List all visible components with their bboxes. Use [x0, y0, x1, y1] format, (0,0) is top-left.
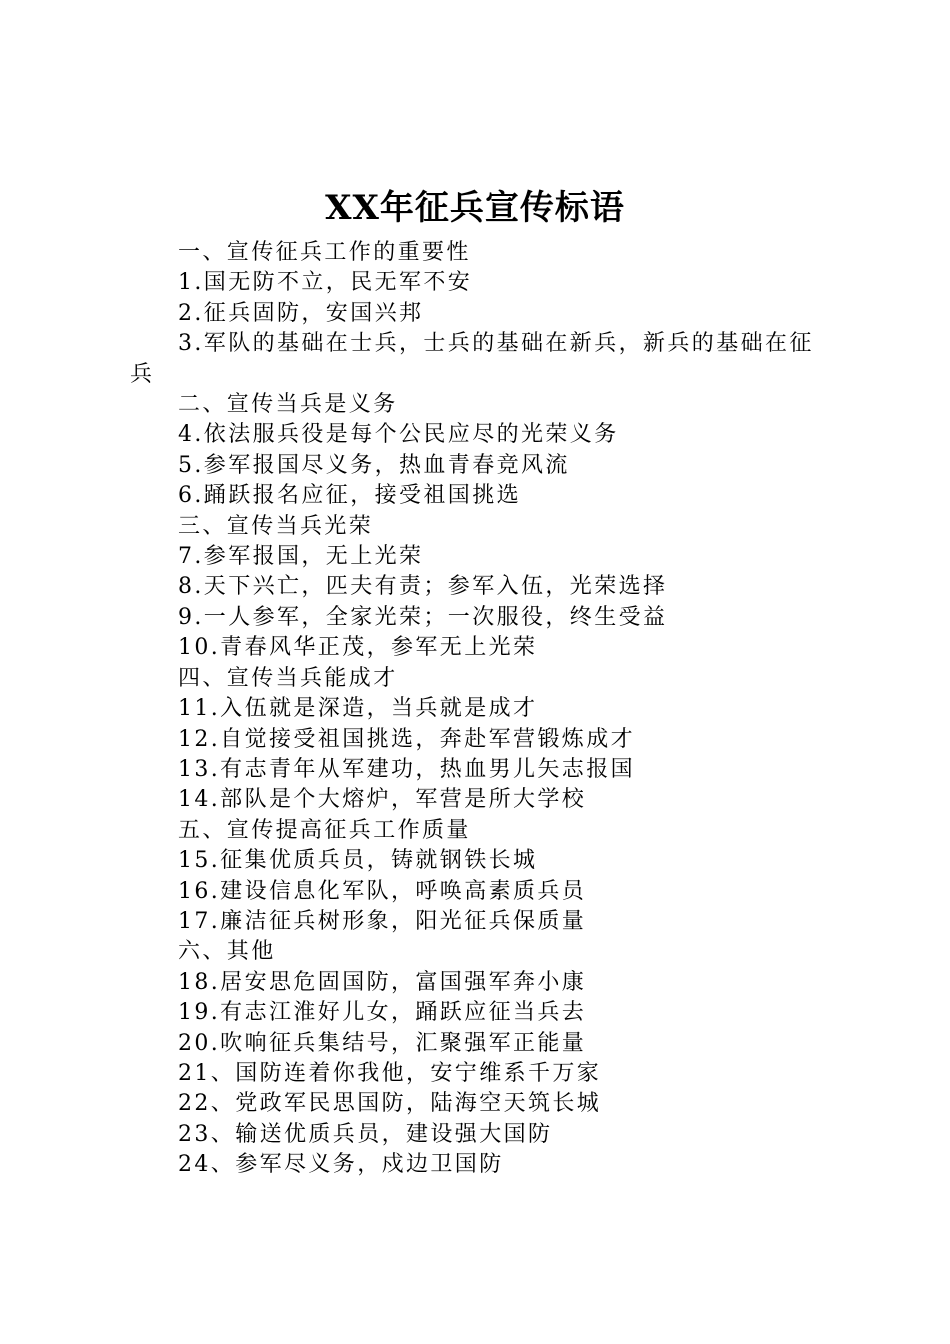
slogan-line: 1.国无防不立，民无军不安 — [178, 270, 473, 296]
slogan-line: 3.军队的基础在士兵，士兵的基础在新兵，新兵的基础在征兵 — [130, 331, 814, 387]
slogan-line: 18.居安思危固国防，富国强军奔小康 — [178, 969, 587, 995]
section-heading: 三、宣传当兵光荣 — [178, 513, 374, 539]
document-body — [130, 238, 835, 1181]
slogan-line: 19.有志江淮好儿女，踊跃应征当兵去 — [178, 1000, 587, 1026]
slogan-line: 6.踊跃报名应征，接受祖国挑选 — [178, 483, 521, 509]
slogan-line: 2.征兵固防，安国兴邦 — [178, 300, 424, 326]
section-heading: 二、宣传当兵是义务 — [178, 392, 398, 418]
slogan-line: 21、国防连着你我他，安宁维系千万家 — [178, 1060, 602, 1086]
section-heading: 四、宣传当兵能成才 — [178, 665, 398, 691]
slogan-line: 23、输送优质兵员，建设强大国防 — [178, 1121, 553, 1147]
slogan-line: 17.廉洁征兵树形象，阳光征兵保质量 — [178, 908, 587, 934]
slogan-line: 22、党政军民思国防，陆海空天筑长城 — [178, 1091, 602, 1117]
slogan-line: 9.一人参军，全家光荣；一次服役，终生受益 — [178, 604, 668, 630]
slogan-line: 7.参军报国，无上光荣 — [178, 544, 424, 570]
slogan-line: 14.部队是个大熔炉，军营是所大学校 — [178, 787, 587, 813]
section-heading: 一、宣传征兵工作的重要性 — [178, 240, 471, 265]
slogan-line: 4.依法服兵役是每个公民应尽的光荣义务 — [178, 422, 619, 448]
slogan-line: 13.有志青年从军建功，热血男儿矢志报国 — [178, 756, 635, 782]
slogan-line: 20.吹响征兵集结号，汇聚强军正能量 — [178, 1030, 587, 1056]
slogan-line: 8.天下兴亡，匹夫有责；参军入伍，光荣选择 — [178, 574, 668, 600]
section-heading: 五、宣传提高征兵工作质量 — [178, 817, 471, 843]
slogan-line: 11.入伍就是深造，当兵就是成才 — [178, 696, 538, 722]
slogan-line: 5.参军报国尽义务，热血青春竞风流 — [178, 452, 570, 478]
slogan-line: 15.征集优质兵员，铸就钢铁长城 — [178, 848, 538, 874]
document-title: XX年征兵宣传标语 — [325, 188, 625, 228]
section-heading: 六、其他 — [178, 939, 276, 965]
slogan-line: 10.青春风华正茂，参军无上光荣 — [178, 635, 538, 661]
slogan-line: 12.自觉接受祖国挑选，奔赴军营锻炼成才 — [178, 726, 635, 752]
slogan-line: 16.建设信息化军队，呼唤高素质兵员 — [178, 878, 587, 904]
slogan-line: 24、参军尽义务，戍边卫国防 — [178, 1152, 504, 1178]
